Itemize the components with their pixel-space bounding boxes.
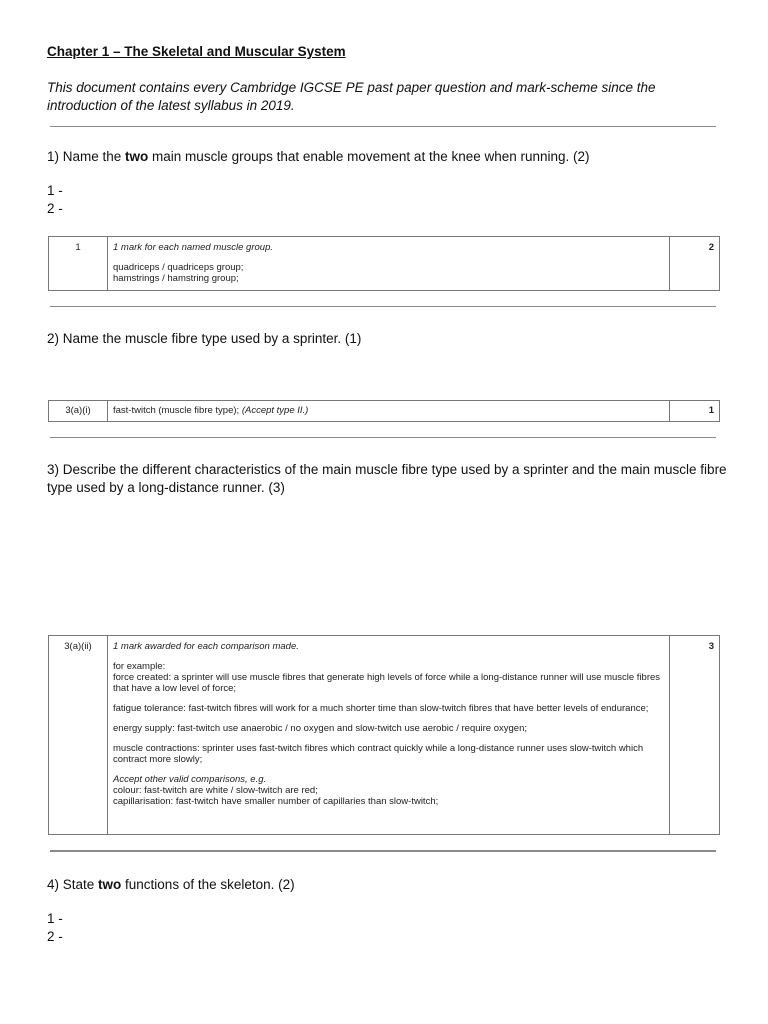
answer-line-2: 2 - — [47, 929, 63, 944]
mark-scheme-marks: 3 — [670, 636, 720, 835]
divider — [50, 126, 716, 127]
mark-scheme-point-capillarisation: capillarisation: fast-twitch have smaller number of capillaries than slow-twitch; — [113, 796, 439, 807]
mark-scheme-point: hamstrings / hamstring group; — [113, 273, 239, 284]
mark-scheme-answer — [108, 401, 670, 422]
mark-scheme-table-2 — [48, 400, 720, 422]
mark-scheme-accept-note: Accept other valid comparisons, e.g. — [113, 774, 267, 785]
question-4-bold: two — [98, 877, 122, 892]
mark-scheme-point-force: force created: a sprinter will use muscle fibres that generate high levels of force while a long-distance runner will use muscle fibres that have a low level of force; — [113, 672, 661, 694]
question-1-text-start: 1) Name the — [47, 149, 126, 164]
mark-scheme-table-3 — [48, 635, 720, 835]
answer-line-2: 2 - — [47, 201, 63, 216]
question-4 — [47, 876, 727, 894]
mark-scheme-question-number: 3(a)(ii) — [49, 636, 108, 835]
divider — [50, 437, 716, 438]
mark-scheme-note: (Accept type II.) — [241, 405, 309, 416]
document-title: Chapter 1 – The Skeletal and Muscular System — [47, 44, 346, 59]
mark-scheme-point-fatigue: fatigue tolerance: fast-twitch fibres will work for a much shorter time than slow-twitch fibres that have better levels of endurance; — [113, 703, 649, 714]
question-3: 3) Describe the different characteristics of the main muscle fibre type used by a sprinter and the main muscle fibre type used by a long-distance runner. (3) — [47, 462, 727, 495]
divider — [50, 306, 716, 307]
mark-scheme-point: quadriceps / quadriceps group; — [113, 262, 244, 273]
question-2: 2) Name the muscle fibre type used by a sprinter. (1) — [47, 331, 362, 346]
mark-scheme-question-number: 1 — [49, 237, 108, 291]
mark-scheme-guidance: 1 mark awarded for each comparison made. — [113, 641, 299, 652]
question-1-bold: two — [125, 149, 149, 164]
question-4-text-end: functions of the skeleton. (2) — [121, 877, 295, 892]
mark-scheme-question-number: 3(a)(i) — [49, 401, 108, 422]
mark-scheme-guidance: 1 mark for each named muscle group. — [113, 242, 273, 253]
mark-scheme-answer — [108, 237, 670, 291]
answer-line-1: 1 - — [47, 911, 63, 926]
document-intro: This document contains every Cambridge IGCSE PE past paper question and mark-scheme since the introduction of the latest syllabus in 2019. — [47, 80, 656, 113]
question-1 — [47, 148, 727, 166]
question-4-text-start: 4) State — [47, 877, 99, 892]
question-1-text-end: main muscle groups that enable movement at the knee when running. (2) — [148, 149, 590, 164]
mark-scheme-point-contractions: muscle contractions: sprinter uses fast-twitch fibres which contract quickly while a long-distance runner uses slow-twitch which contract more slowly; — [113, 743, 644, 765]
divider — [50, 850, 716, 852]
mark-scheme-table-1 — [48, 236, 720, 291]
mark-scheme-point: fast-twitch (muscle fibre type); — [113, 405, 242, 416]
mark-scheme-marks: 1 — [670, 401, 720, 422]
answer-line-1: 1 - — [47, 183, 63, 198]
mark-scheme-for-example: for example: — [113, 661, 166, 672]
mark-scheme-point-colour: colour: fast-twitch are white / slow-twitch are red; — [113, 785, 318, 796]
mark-scheme-marks: 2 — [670, 237, 720, 291]
mark-scheme-answer — [108, 636, 670, 835]
mark-scheme-point-energy: energy supply: fast-twitch use anaerobic / no oxygen and slow-twitch use aerobic / require oxygen; — [113, 723, 528, 734]
